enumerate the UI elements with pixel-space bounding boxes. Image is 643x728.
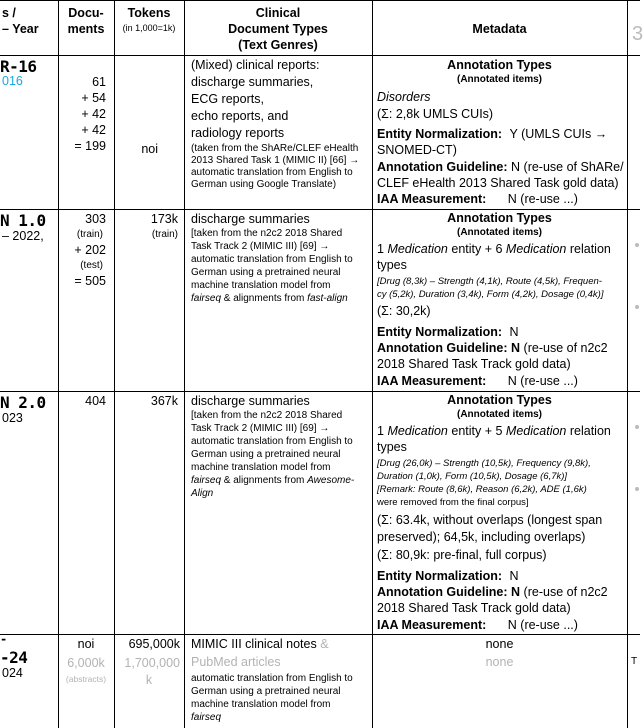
row3-meta-detail-2: Duration (1,0k), Form (10,5k), Dosage (6,7k)] (377, 471, 568, 482)
row2-l1-d: Medication (505, 242, 567, 256)
edge-dot-icon (635, 425, 639, 429)
row2-type-note-2: Task Track 2 (MIMIC III) [69] → (191, 241, 330, 252)
table-top-border (0, 0, 640, 1)
row1-meta-title: Annotation Types (447, 58, 552, 72)
row4-dataset-name-top: - (0, 632, 7, 646)
row3-meta-sum-3: (Σ: 80,9k: pre-final, full corpus) (377, 548, 547, 562)
header-col1-line2: ments (67, 22, 105, 36)
row1-type-4: echo reports, and (191, 109, 289, 123)
row4-type-note-2: German using a pretrained neural (191, 686, 341, 697)
row3-guide-value: N (511, 585, 521, 599)
row1-type-note-1: (taken from the ShARe/CLEF eHealth (191, 143, 359, 154)
row2-align-text: & alignments from (221, 293, 308, 304)
row1-iaa-value: N (re-use ...) (507, 192, 578, 206)
row2-fast-align: fast-align (307, 293, 348, 304)
row3-type-note-4: German using a pretrained neural (191, 449, 341, 460)
row3-bottom-border (0, 634, 640, 635)
header-col3-line3: (Text Genres) (238, 38, 318, 52)
row2-docs-3: + 202 (74, 243, 106, 257)
row2-tokens-sub: (train) (151, 229, 178, 240)
col-border-3 (184, 0, 185, 728)
row3-meta-iaa (377, 618, 578, 634)
row1-type-note-3: automatic translation from English to (191, 167, 353, 178)
row2-guide-value: N (511, 341, 521, 355)
row3-type-note-2: Task Track 2 (MIMIC III) [69] → (191, 423, 330, 434)
row3-iaa-value: N (re-use ...) (507, 618, 578, 632)
header-col2-line2: (in 1,000=1k) (122, 23, 176, 33)
row1-guide-value-2: CLEF eHealth 2013 Shared Task gold data) (377, 176, 619, 190)
row1-type-3: ECG reports, (191, 92, 264, 106)
row3-l1-a: 1 (377, 424, 388, 438)
row1-type-5: radiology reports (191, 126, 285, 140)
row1-meta-guideline (377, 160, 624, 176)
row1-iaa-label: IAA Measurement: (377, 192, 487, 206)
edge-dot-icon (635, 305, 639, 309)
row2-meta-line1 (377, 242, 611, 258)
row2-dataset-name: N 1.0 (0, 211, 46, 230)
row2-type-note-4: German using a pretrained neural (191, 267, 341, 278)
row4-type-amp: & (316, 637, 329, 651)
row4-type-note-1: automatic translation from English to (191, 673, 353, 684)
row1-meta-normalization (377, 127, 607, 143)
row1-docs-3: + 42 (81, 107, 106, 121)
row3-norm-value: N (509, 569, 519, 583)
row1-norm-value-2: SNOMED-CT) (377, 143, 457, 157)
col-border-5 (627, 0, 628, 728)
header-col4: Metadata (472, 22, 527, 36)
row4-year: 024 (2, 666, 23, 680)
row1-meta-sum: (Σ: 2,8k UMLS CUIs) (377, 107, 494, 121)
row3-meta-detail-4: were removed from the final corpus] (377, 497, 529, 508)
row3-meta-detail-1: [Drug (26,0k) – Strength (10,5k), Frequency (9,8k), (377, 458, 591, 469)
row4-type-mimic: MIMIC III clinical notes (191, 637, 317, 651)
row3-meta-line1 (377, 424, 611, 440)
row2-meta-normalization (377, 325, 519, 341)
row1-tokens: noi (141, 142, 158, 156)
row3-year: 023 (2, 411, 23, 425)
row3-meta-title: Annotation Types (447, 393, 552, 407)
row4-meta-none-1: none (485, 637, 514, 651)
row3-norm-label: Entity Normalization: (377, 569, 503, 583)
row2-l1-a: 1 (377, 242, 388, 256)
row2-iaa-value: N (re-use ...) (507, 374, 578, 388)
row2-tokens: 173k (150, 212, 178, 226)
row3-guide-rest: (re-use of n2c2 (523, 585, 608, 599)
row4-type-pubmed: PubMed articles (191, 655, 281, 669)
row1-meta-entity: Disorders (377, 90, 431, 104)
row3-type-note-6 (191, 475, 354, 487)
edge-dot-icon (635, 487, 639, 491)
row2-norm-label: Entity Normalization: (377, 325, 503, 339)
row2-type-note-1: [taken from the n2c2 2018 Shared (191, 228, 343, 239)
row2-norm-value: N (509, 325, 519, 339)
col-border-4 (372, 0, 373, 728)
row3-meta-subtitle: (Annotated items) (457, 409, 542, 420)
row4-tokens-grey-1: 1,700,000 (124, 656, 180, 670)
row2-guide-label: Annotation Guideline: (377, 341, 508, 355)
row2-meta-guideline (377, 341, 608, 357)
row3-meta-sum-2: preserved); 64,5k, including overlaps) (377, 530, 586, 544)
row3-type-note-3: automatic translation from English to (191, 436, 353, 447)
row4-meta-none-2: none (485, 655, 514, 669)
row1-dataset-name: R-16 (0, 57, 37, 76)
row1-norm-label: Entity Normalization: (377, 127, 503, 141)
row3-l1-b: Medication (387, 424, 448, 438)
row2-docs-1: 303 (85, 212, 106, 226)
row4-type-note-4: fairseq (191, 712, 222, 723)
row3-meta-detail-3: [Remark: Route (8,6k), Reason (6,2k), ADE (1,6k) (377, 484, 587, 495)
row2-meta-line2: types (377, 258, 407, 272)
row2-docs-2: (train) (76, 229, 103, 240)
row4-edge-letter: T (631, 656, 638, 667)
row4-docs-grey-sub: (abstracts) (65, 674, 107, 684)
row2-docs-4: (test) (80, 260, 103, 271)
row4-type-1 (191, 637, 329, 653)
row2-l1-b: Medication (387, 242, 448, 256)
row3-type-note-1: [taken from the n2c2 2018 Shared (191, 410, 343, 421)
row1-guide-label: Annotation Guideline: (377, 160, 508, 174)
row1-norm-value: Y (UMLS CUIs → (509, 127, 608, 141)
row3-iaa-label: IAA Measurement: (377, 618, 487, 632)
row1-docs-1: 61 (92, 75, 106, 89)
col-border-2 (114, 0, 115, 728)
row1-meta-subtitle: (Annotated items) (457, 74, 542, 85)
row3-tokens: 367k (150, 394, 178, 408)
header-col1-line1: Docu- (68, 6, 104, 20)
header-col3-line2: Document Types (228, 22, 328, 36)
row2-type-1: discharge summaries (191, 212, 310, 226)
row3-awesome: Awesome- (307, 475, 355, 486)
header-col3-line1: Clinical (255, 6, 301, 20)
row2-l1-e: relation (566, 242, 611, 256)
row2-docs-5: = 505 (74, 274, 106, 288)
row1-year: 016 (2, 74, 23, 88)
row2-year: – 2022, (2, 229, 44, 243)
row3-l1-e: relation (566, 424, 611, 438)
row2-guide-value-2: 2018 Shared Task Track gold data) (377, 357, 571, 371)
row2-guide-rest: (re-use of n2c2 (523, 341, 608, 355)
edge-mark-icon: 3 (632, 23, 643, 45)
header-col0-line1: s / (2, 6, 16, 20)
row4-dataset-name: -24 (0, 648, 28, 667)
row3-l1-d: Medication (505, 424, 567, 438)
row3-guide-label: Annotation Guideline: (377, 585, 508, 599)
row2-meta-sum: (Σ: 30,2k) (377, 304, 431, 318)
row2-bottom-border (0, 391, 640, 392)
header-bottom-border (0, 55, 640, 56)
row1-type-note-2: 2013 Shared Task 1 (MIMIC II) [66] → (191, 155, 360, 166)
row4-tokens-grey-2: k (145, 673, 153, 687)
row3-meta-line2: types (377, 440, 407, 454)
row3-meta-sum-1: (Σ: 63.4k, without overlaps (longest span (377, 513, 603, 527)
row1-docs-2: + 54 (81, 91, 106, 105)
row3-meta-guideline (377, 585, 608, 601)
row2-fairseq: fairseq (191, 293, 222, 304)
row3-l1-c: entity + 5 (447, 424, 506, 438)
row2-meta-iaa (377, 374, 578, 390)
row3-meta-normalization (377, 569, 519, 585)
row2-type-note-5: machine translation model from (191, 280, 331, 291)
row4-docs: noi (77, 637, 95, 651)
row3-align-text: & alignments from (221, 475, 308, 486)
row2-meta-detail-2: cy (5,2k), Duration (3,4k), Form (4,2k), Dosage (0,4k)] (377, 289, 604, 300)
row2-l1-c: entity + 6 (447, 242, 506, 256)
row1-guide-value: N (re-use of ShARe/ (511, 160, 624, 174)
row3-type-1: discharge summaries (191, 394, 310, 408)
row2-type-note-6 (191, 293, 348, 305)
row1-meta-iaa (377, 192, 578, 208)
row4-tokens: 695,000k (128, 637, 180, 651)
row3-docs-1: 404 (85, 394, 106, 408)
header-col2-line1: Tokens (127, 6, 171, 20)
row2-type-note-3: automatic translation from English to (191, 254, 353, 265)
row3-type-note-5: machine translation model from (191, 462, 331, 473)
row4-docs-grey: 6,000k (67, 656, 105, 670)
row3-guide-value-2: 2018 Shared Task Track gold data) (377, 601, 571, 615)
row2-meta-title: Annotation Types (447, 211, 552, 225)
edge-dot-icon (635, 243, 639, 247)
row2-meta-detail-1: [Drug (8,3k) – Strength (4,1k), Route (4,5k), Frequen- (377, 276, 602, 287)
row4-type-note-3: machine translation model from (191, 699, 331, 710)
row1-type-2: discharge summaries, (191, 75, 314, 89)
header-col0-line2: – Year (2, 22, 39, 36)
row3-fairseq: fairseq (191, 475, 222, 486)
row3-dataset-name: N 2.0 (0, 393, 46, 412)
row1-type-note-4: German using Google Translate) (191, 179, 337, 190)
row3-type-note-7: Align (191, 488, 214, 499)
row1-type-1: (Mixed) clinical reports: (191, 58, 320, 72)
row1-docs-5: = 199 (74, 139, 106, 153)
row1-docs-4: + 42 (81, 123, 106, 137)
row2-iaa-label: IAA Measurement: (377, 374, 487, 388)
row1-bottom-border (0, 209, 640, 210)
row2-meta-subtitle: (Annotated items) (457, 227, 542, 238)
